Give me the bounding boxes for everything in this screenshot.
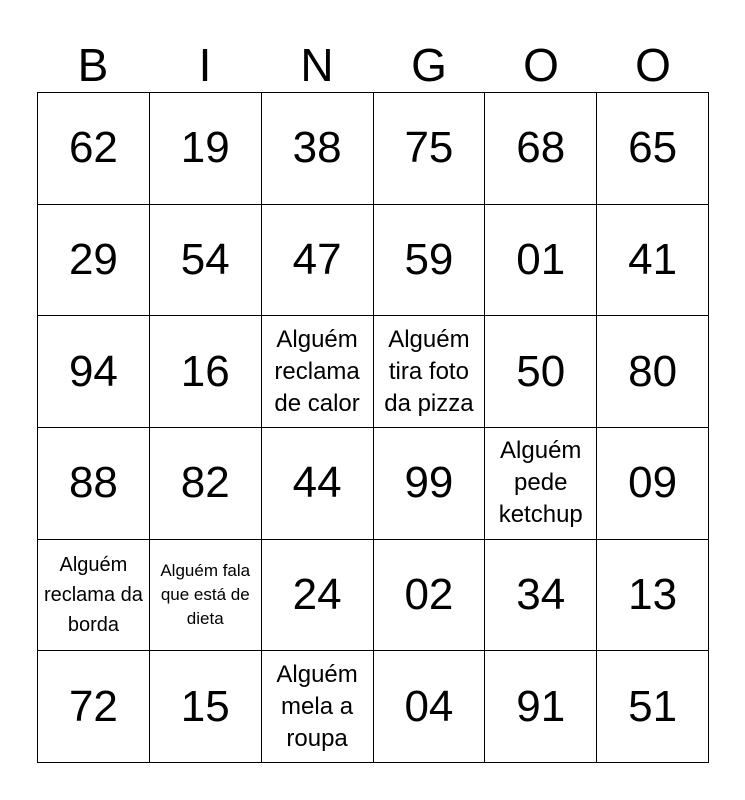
- cell-number: 47: [292, 234, 342, 284]
- bingo-cell-r2-c2[interactable]: [150, 205, 262, 317]
- cell-number: 41: [628, 234, 678, 284]
- bingo-cell-r5-c5[interactable]: [485, 540, 597, 652]
- cell-number: 94: [68, 346, 118, 396]
- cell-number: 44: [292, 458, 342, 508]
- cell-number: 19: [180, 123, 230, 173]
- bingo-cell-r6-c5[interactable]: [485, 651, 597, 763]
- cell-phrase: Alguém tira foto da pizza: [384, 325, 474, 417]
- bingo-cell-r1-c5[interactable]: [485, 93, 597, 205]
- cell-number: 59: [404, 234, 454, 284]
- header-letter-o-2: O: [635, 39, 671, 91]
- cell-number: 65: [628, 123, 678, 173]
- bingo-cell-r5-c6[interactable]: [597, 540, 709, 652]
- bingo-cell-r6-c6[interactable]: [597, 651, 709, 763]
- bingo-cell-r6-c1[interactable]: [38, 651, 150, 763]
- cell-number: 72: [68, 681, 118, 731]
- bingo-header: [37, 38, 709, 92]
- cell-number: 09: [628, 458, 678, 508]
- cell-number: 02: [404, 569, 454, 619]
- cell-number: 04: [404, 681, 454, 731]
- cell-phrase: Alguém reclama de calor: [274, 325, 360, 417]
- bingo-cell-r1-c6[interactable]: [597, 93, 709, 205]
- bingo-cell-r2-c3[interactable]: [262, 205, 374, 317]
- bingo-cell-r5-c3[interactable]: [262, 540, 374, 652]
- bingo-cell-r3-c2[interactable]: [150, 316, 262, 428]
- bingo-cell-r1-c4[interactable]: [374, 93, 486, 205]
- header-letter-g: G: [411, 39, 447, 91]
- cell-phrase: Alguém reclama da borda: [43, 553, 143, 636]
- header-letter-n: N: [300, 39, 334, 91]
- bingo-cell-r4-c6[interactable]: [597, 428, 709, 540]
- cell-number: 38: [292, 123, 342, 173]
- bingo-cell-r4-c5[interactable]: [485, 428, 597, 540]
- cell-number: 68: [516, 123, 566, 173]
- bingo-card-grid: [37, 92, 709, 763]
- bingo-cell-r1-c2[interactable]: [150, 93, 262, 205]
- bingo-cell-r2-c1[interactable]: [38, 205, 150, 317]
- bingo-cell-r4-c3[interactable]: [262, 428, 374, 540]
- cell-number: 50: [516, 346, 566, 396]
- cell-number: 13: [628, 569, 678, 619]
- header-letter-i: I: [198, 39, 212, 91]
- cell-number: 16: [180, 346, 230, 396]
- cell-number: 62: [68, 123, 118, 173]
- header-letter-o: O: [523, 39, 559, 91]
- cell-number: 51: [628, 681, 678, 731]
- cell-number: 99: [404, 458, 454, 508]
- bingo-cell-r1-c1[interactable]: [38, 93, 150, 205]
- bingo-cell-r4-c4[interactable]: [374, 428, 486, 540]
- header-letter-b: B: [77, 39, 109, 91]
- cell-phrase: Alguém fala que está de dieta: [160, 560, 251, 628]
- bingo-cell-r6-c2[interactable]: [150, 651, 262, 763]
- bingo-cell-r2-c4[interactable]: [374, 205, 486, 317]
- cell-number: 15: [180, 681, 230, 731]
- bingo-cell-r6-c4[interactable]: [374, 651, 486, 763]
- bingo-cell-r3-c1[interactable]: [38, 316, 150, 428]
- cell-number: 82: [180, 458, 230, 508]
- bingo-cell-r3-c6[interactable]: [597, 316, 709, 428]
- bingo-cell-r4-c2[interactable]: [150, 428, 262, 540]
- bingo-cell-r2-c6[interactable]: [597, 205, 709, 317]
- cell-number: 01: [516, 234, 566, 284]
- cell-number: 91: [516, 681, 566, 731]
- cell-number: 80: [628, 346, 678, 396]
- cell-number: 88: [68, 458, 118, 508]
- cell-number: 75: [404, 123, 454, 173]
- bingo-cell-r4-c1[interactable]: [38, 428, 150, 540]
- bingo-cell-r3-c4[interactable]: [374, 316, 486, 428]
- bingo-cell-r2-c5[interactable]: [485, 205, 597, 317]
- bingo-cell-r1-c3[interactable]: [262, 93, 374, 205]
- bingo-cell-r6-c3[interactable]: [262, 651, 374, 763]
- cell-phrase: Alguém mela a roupa: [276, 660, 358, 752]
- cell-number: 34: [516, 569, 566, 619]
- cell-phrase: Alguém pede ketchup: [498, 437, 583, 529]
- bingo-cell-r5-c1[interactable]: [38, 540, 150, 652]
- bingo-cell-r5-c4[interactable]: [374, 540, 486, 652]
- bingo-cell-r3-c3[interactable]: [262, 316, 374, 428]
- cell-number: 29: [68, 234, 118, 284]
- bingo-cell-r5-c2[interactable]: [150, 540, 262, 652]
- bingo-cell-r3-c5[interactable]: [485, 316, 597, 428]
- cell-number: 24: [292, 569, 342, 619]
- cell-number: 54: [180, 234, 230, 284]
